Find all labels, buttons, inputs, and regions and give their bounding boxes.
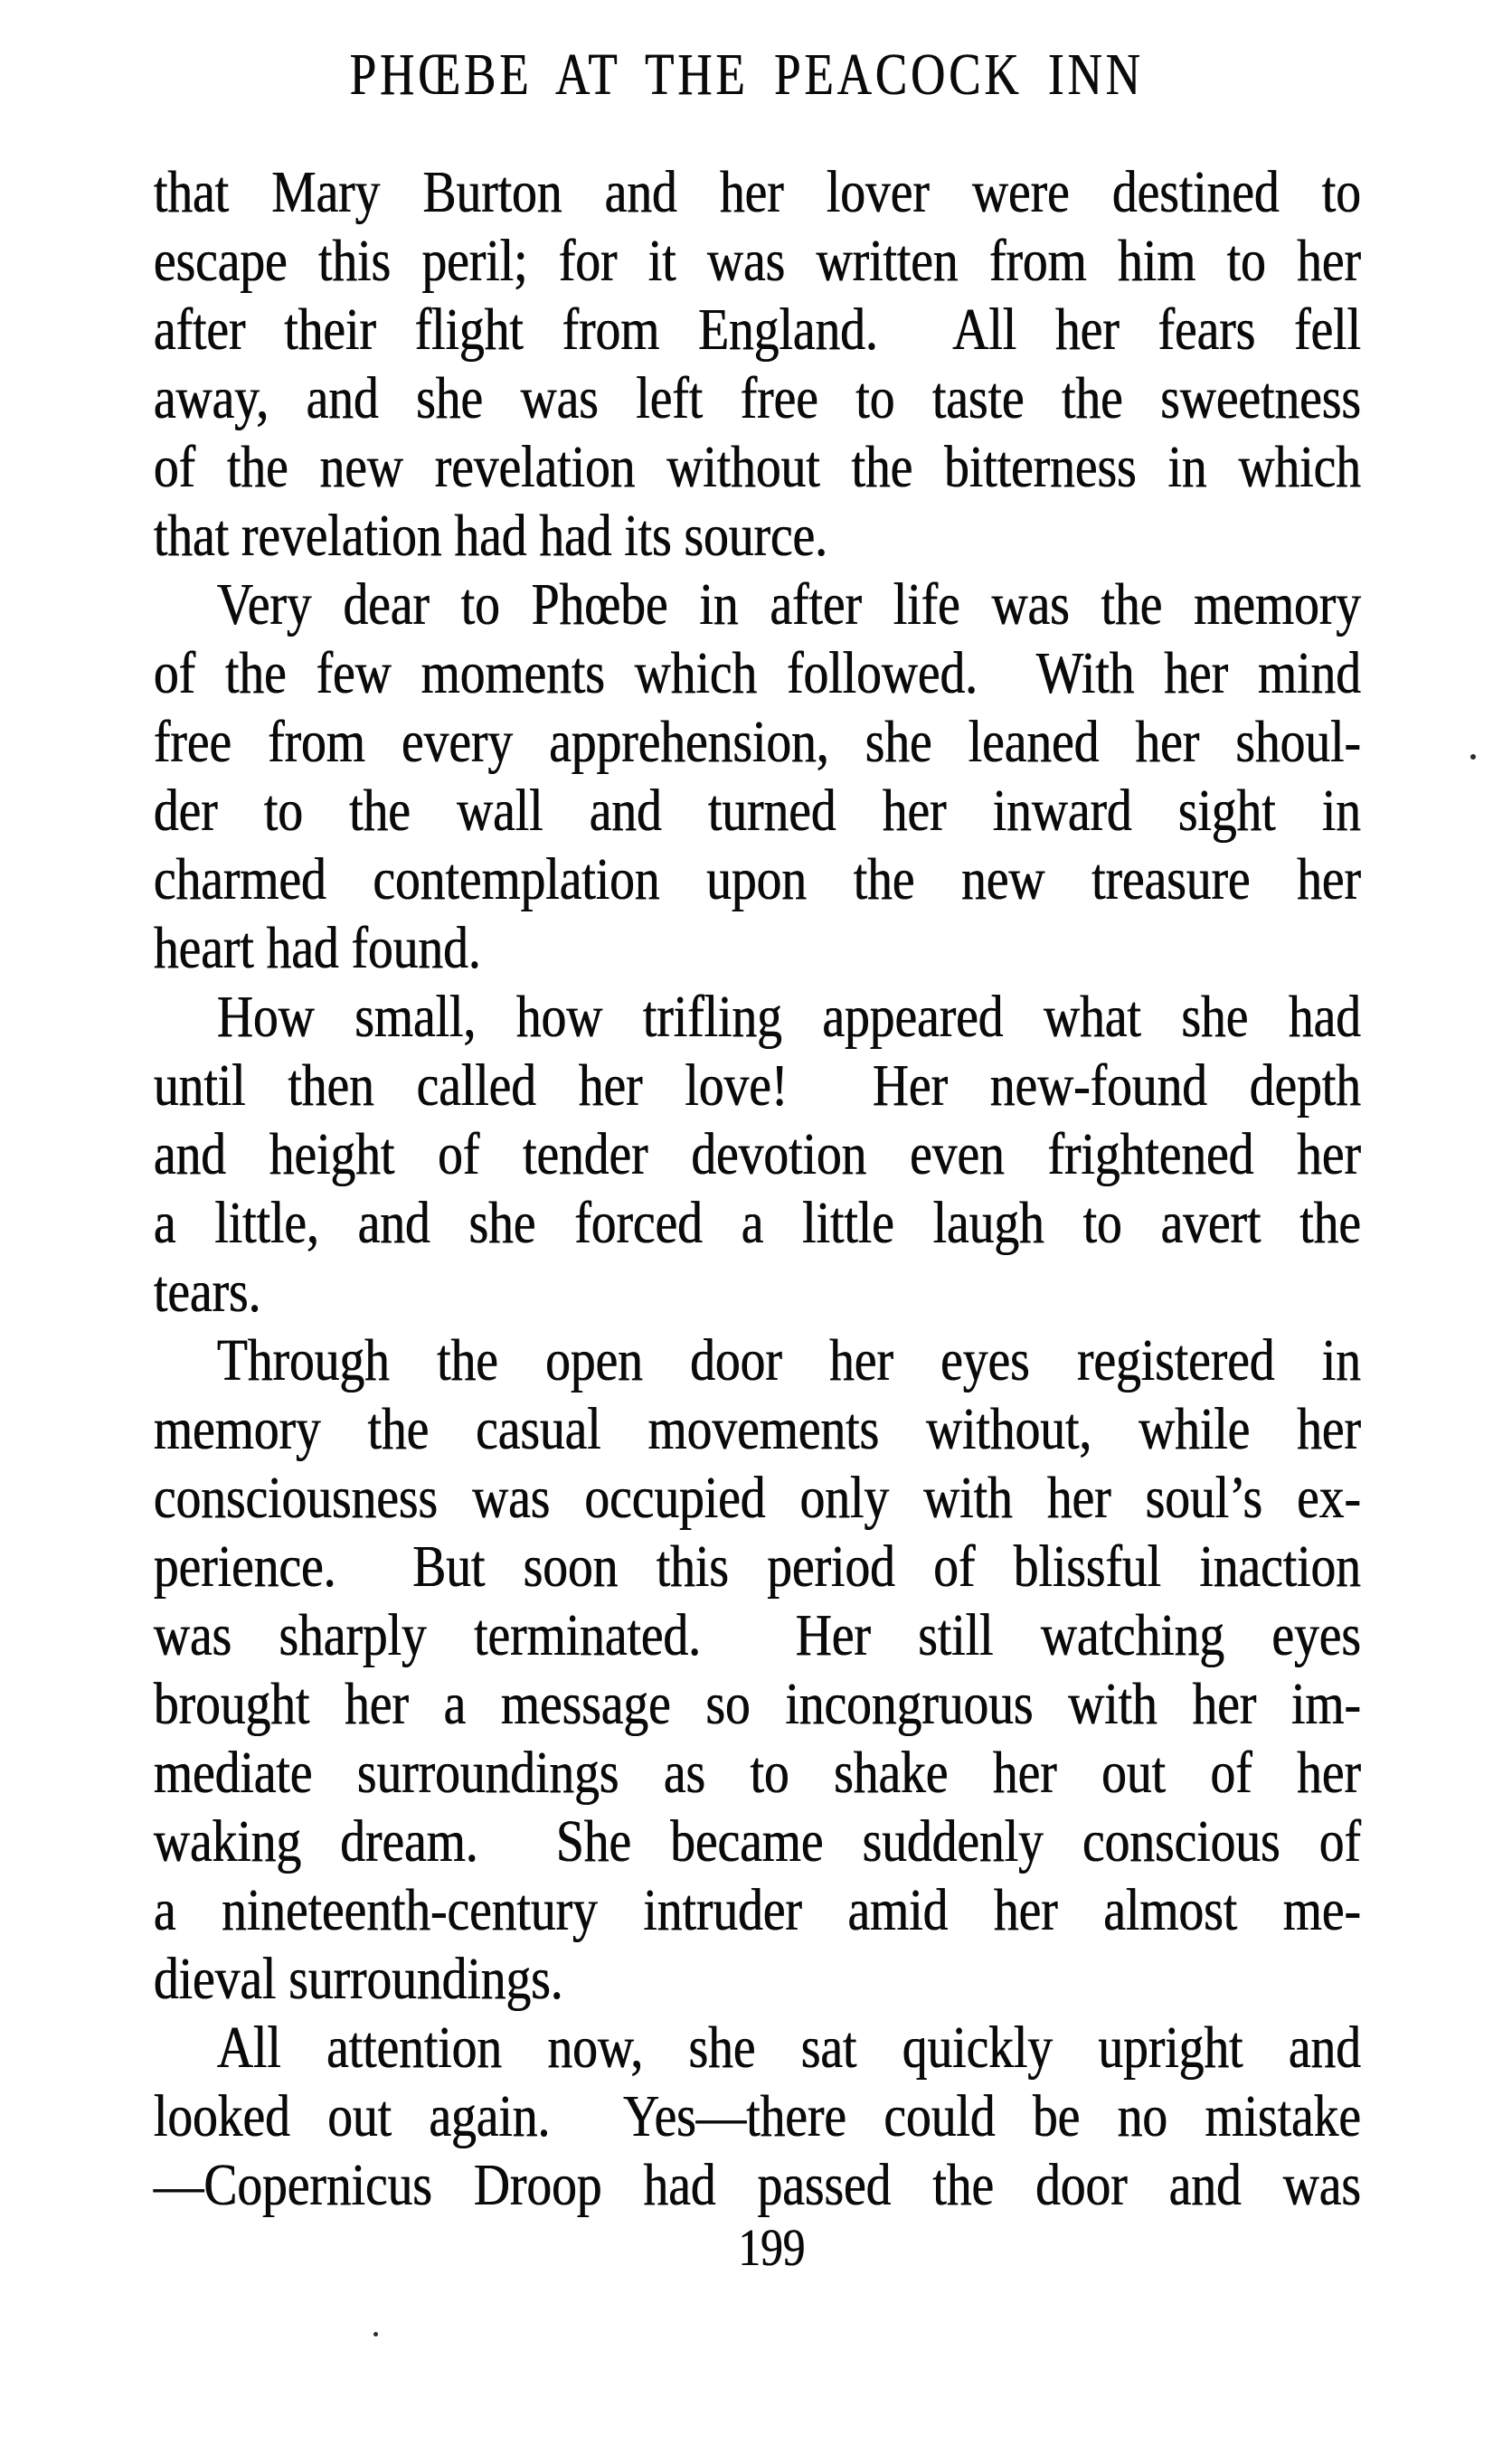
text-line-content: heart had found.: [154, 915, 481, 981]
text-line-content: consciousness was occupied only with her soul’s ex-: [154, 1465, 1362, 1531]
text-line: [154, 1464, 1361, 1533]
text-line-content: dieval surroundings.: [154, 1946, 563, 2012]
page-body: [154, 158, 1361, 2220]
text-line-content: of the few moments which followed. With her mind: [154, 640, 1362, 706]
text-line: [154, 502, 1361, 571]
text-line-content: —Copernicus Droop had passed the door and was: [154, 2152, 1362, 2218]
text-line: [154, 1876, 1361, 1945]
page-number-row: [0, 2220, 1493, 2276]
scan-speck: [373, 2332, 378, 2337]
text-line-content: free from every apprehension, she leaned her shoul-: [154, 709, 1362, 775]
text-line: [154, 708, 1361, 777]
text-line: [154, 2082, 1361, 2151]
text-line: [154, 777, 1361, 845]
text-line-content: a little, and she forced a little laugh to avert the: [154, 1190, 1362, 1256]
text-line: [154, 639, 1361, 708]
text-line: [154, 1739, 1361, 1808]
text-line: [154, 296, 1361, 364]
text-line-content: waking dream. She became suddenly conscious of: [154, 1808, 1362, 1874]
text-line: [154, 1395, 1361, 1464]
text-line: [154, 1533, 1361, 1601]
text-line-content: away, and she was left free to taste the sweetness: [154, 365, 1362, 431]
text-line: [154, 1670, 1361, 1739]
text-line-content: looked out again. Yes—there could be no mistake: [154, 2083, 1362, 2149]
text-line: [154, 364, 1361, 433]
text-line: [154, 1258, 1361, 1326]
text-line: [154, 227, 1361, 296]
running-header-text: PHŒBE AT THE PEACOCK INN: [349, 42, 1144, 108]
text-line-content: was sharply terminated. Her still watching eyes: [154, 1602, 1362, 1668]
text-line: [154, 983, 1361, 1052]
text-line: [154, 1601, 1361, 1670]
text-line-content: escape this peril; for it was written from him to her: [154, 228, 1362, 294]
text-line-content: of the new revelation without the bitterness in which: [154, 434, 1362, 500]
text-line-content: that revelation had had its source.: [154, 503, 828, 569]
text-line: [154, 2151, 1361, 2220]
text-line-content: tears.: [154, 1259, 261, 1325]
text-line-content: brought her a message so incongruous with her im-: [154, 1671, 1362, 1737]
text-line-content: How small, how trifling appeared what she had: [217, 984, 1362, 1050]
text-line-content: after their flight from England. All her fears fell: [154, 297, 1362, 363]
text-line: [154, 1052, 1361, 1120]
text-line-content: and height of tender devotion even frightened her: [154, 1121, 1362, 1187]
text-line: [154, 1808, 1361, 1876]
text-line-content: memory the casual movements without, while her: [154, 1396, 1362, 1462]
text-line-content: charmed contemplation upon the new treasure her: [154, 846, 1362, 912]
text-line: [154, 914, 1361, 983]
text-line: [154, 433, 1361, 502]
text-line: [154, 845, 1361, 914]
text-line-content: a nineteenth-century intruder amid her almost me-: [154, 1877, 1362, 1943]
text-line-content: Very dear to Phœbe in after life was the memory: [217, 571, 1362, 637]
page-number: 199: [738, 2218, 806, 2277]
text-line-content: der to the wall and turned her inward sight in: [154, 778, 1362, 844]
text-line-content: All attention now, she sat quickly upright and: [217, 2015, 1362, 2081]
text-line: [154, 571, 1361, 639]
text-line-content: mediate surroundings as to shake her out of her: [154, 1740, 1362, 1806]
text-line-content: that Mary Burton and her lover were destined to: [154, 159, 1362, 225]
text-line: [154, 1326, 1361, 1395]
text-line: [154, 1189, 1361, 1258]
running-header: [0, 43, 1493, 107]
text-line: [154, 1945, 1361, 2014]
text-line: [154, 158, 1361, 227]
text-line-content: Through the open door her eyes registered in: [217, 1327, 1362, 1393]
text-line: [154, 1120, 1361, 1189]
scan-speck: [1470, 754, 1476, 760]
text-line: [154, 2014, 1361, 2082]
text-line-content: until then called her love! Her new-found depth: [154, 1053, 1362, 1119]
text-line-content: perience. But soon this period of blissful inaction: [154, 1534, 1362, 1600]
